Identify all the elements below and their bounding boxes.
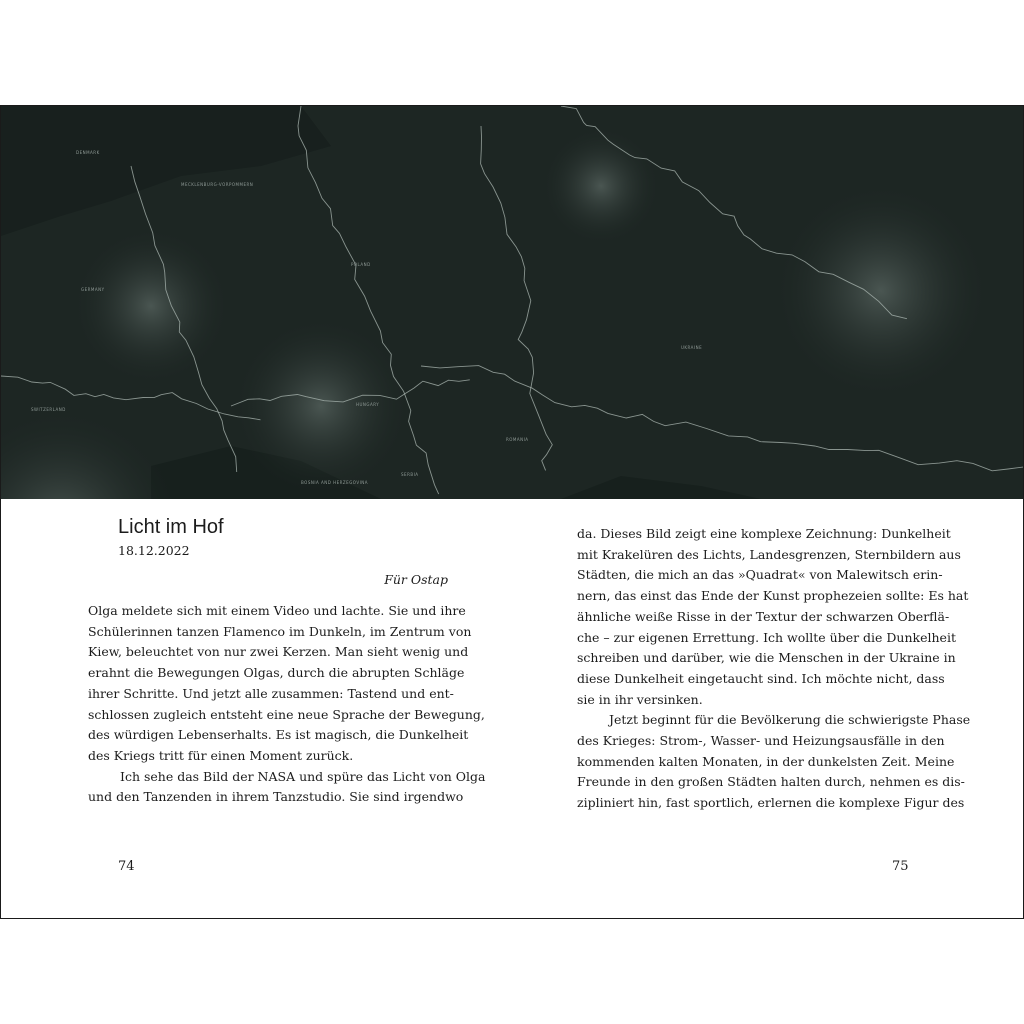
map-label: GERMANY: [81, 287, 105, 292]
text-line: und den Tanzenden in ihrem Tanzstudio. Sie sind irgendwo: [88, 789, 464, 805]
text-line: Kiew, beleuchtet von nur zwei Kerzen. Man sieht wenig und: [88, 644, 469, 660]
page-number: 75: [892, 859, 909, 874]
text-line: mit Krakelüren des Lichts, Landesgrenzen, Sternbildern aus: [577, 546, 961, 562]
text-line: Freunde in den großen Städten halten durch, nehmen es dis-: [577, 774, 965, 790]
text-line: ähnliche weiße Risse in der Textur der schwarzen Oberflä-: [577, 608, 950, 624]
text-line: Olga meldete sich mit einem Video und lachte. Sie und ihre: [88, 603, 466, 618]
chapter-date: 18.12.2022: [118, 543, 190, 558]
dedication: Für Ostap: [384, 572, 448, 587]
paragraph: [88, 601, 485, 767]
text-line: des würdigen Lebenserhalts. Es ist magisch, die Dunkelheit: [88, 727, 469, 743]
map-label: SWITZERLAND: [31, 407, 66, 412]
text-line: schlossen zugleich entsteht eine neue Sprache der Bewegung,: [88, 706, 485, 722]
map-label: DENMARK: [76, 150, 100, 155]
text-line: che – zur eigenen Errettung. Ich wollte über die Dunkelheit: [577, 629, 956, 645]
map-label: SERBIA: [401, 472, 419, 477]
left-page: [1, 499, 512, 918]
page-number: 74: [118, 859, 135, 874]
light-haze: [771, 181, 991, 401]
text-line: Schülerinnen tanzen Flamenco im Dunkeln, im Zentrum von: [88, 623, 472, 639]
right-page: [512, 499, 1023, 918]
satellite-night-map-image: [1, 106, 1023, 499]
text-line: schreiben und darüber, wie die Menschen in der Ukraine in: [577, 650, 956, 666]
text-line: des Kriegs tritt für einen Moment zurück.: [88, 747, 354, 763]
right-body-text: [577, 524, 971, 814]
night-lights-map: [1, 106, 1023, 499]
light-haze: [541, 126, 661, 246]
text-line: Ich sehe das Bild der NASA und spüre das Licht von Olga: [120, 768, 486, 784]
text-line: sie in ihr versinken.: [577, 691, 703, 707]
text-line: diese Dunkelheit eingetaucht sind. Ich möchte nicht, dass: [577, 670, 945, 686]
text-line: Jetzt beginnt für die Bevölkerung die schwierigste Phase: [609, 712, 971, 728]
map-label: MECKLENBURG-VORPOMMERN: [181, 182, 254, 187]
paragraph: [577, 710, 971, 814]
text-line: da. Dieses Bild zeigt eine komplexe Zeichnung: Dunkelheit: [577, 526, 951, 541]
left-body-text: [88, 601, 486, 808]
text-line: kommenden kalten Monaten, in der dunkelsten Zeit. Meine: [577, 753, 955, 769]
map-label: POLAND: [351, 262, 371, 267]
map-label: ROMANIA: [506, 437, 529, 442]
text-line: erahnt die Bewegungen Olgas, durch die abrupten Schläge: [88, 665, 465, 681]
light-haze: [231, 316, 411, 496]
text-line: nern, das einst das Ende der Kunst prophezeien sollte: Es hat: [577, 588, 969, 604]
text-line: des Krieges: Strom-, Wasser- und Heizungsausfälle in den: [577, 733, 945, 749]
map-label: HUNGARY: [356, 402, 380, 407]
chapter-title: Licht im Hof: [118, 516, 224, 538]
book-spread: [0, 105, 1024, 919]
map-label: UKRAINE: [681, 345, 703, 350]
paragraph: [88, 767, 486, 808]
text-line: zipliniert hin, fast sportlich, erlernen die komplexe Figur des: [577, 795, 965, 811]
paragraph: [577, 524, 969, 710]
map-label: BOSNIA AND HERZEGOVINA: [301, 480, 369, 485]
text-line: Städten, die mich an das »Quadrat« von Malewitsch erin-: [577, 567, 943, 583]
text-line: ihrer Schritte. Und jetzt alle zusammen: Tastend und ent-: [88, 685, 454, 701]
light-haze: [71, 226, 231, 386]
